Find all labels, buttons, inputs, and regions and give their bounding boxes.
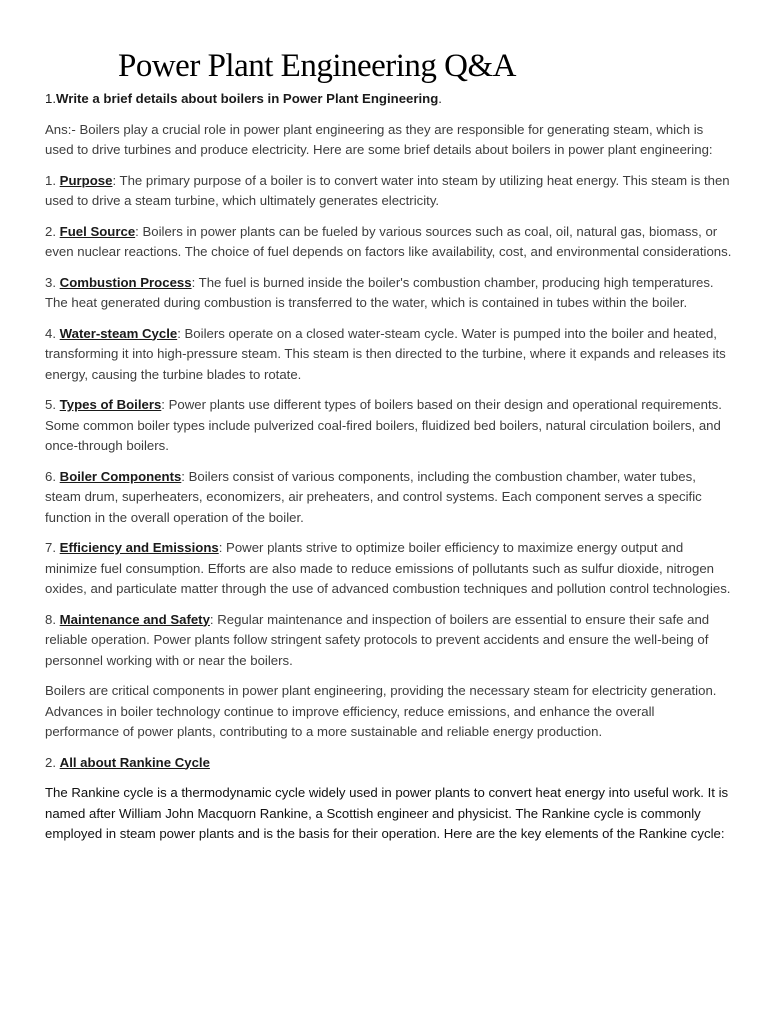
list-item-boiler-components [45, 467, 732, 529]
list-item-text: : The fuel is burned inside the boiler's combustion chamber, producing high temperatures. The heat generated during combustion is transferred to the water, which is contained in tubes within the boiler. [45, 274, 714, 310]
list-item-number: 5. [45, 397, 60, 412]
question-2-term: All about Rankine Cycle [59, 754, 210, 770]
list-item-number: 2. [45, 223, 60, 239]
list-item-fuel-source [45, 222, 732, 263]
rankine-intro: The Rankine cycle is a thermodynamic cycle widely used in power plants to convert heat energy into useful work. It is named after William John Macquorn Rankine, a Scottish engineer and physicist. The Rankine cycle is commonly employed in steam power plants and is the basis for their operation. Here are the key elements of the Rankine cycle: [45, 785, 729, 841]
question-1-number: 1. [45, 91, 56, 106]
answer-conclusion: Boilers are critical components in power plant engineering, providing the necessary steam for electricity generation. Advances in boiler technology continue to improve efficiency, reduce emissions, and enhance the overall performance of power plants, contributing to a more sustainable and reliable energy production. [45, 683, 717, 739]
question-1-end: . [438, 91, 442, 106]
list-item-text: : Boilers in power plants can be fueled by various sources such as coal, oil, natural gas, biomass, or even nuclear reactions. The choice of fuel depends on factors like availability, cost, and environmental considerations. [45, 223, 732, 259]
list-item-term: Boiler Components [59, 468, 182, 484]
list-item-number: 6. [45, 468, 60, 484]
document-body [45, 89, 732, 855]
list-item-term: Maintenance and Safety [59, 611, 210, 627]
list-item-text: : Boilers consist of various components, including the combustion chamber, water tubes, steam drum, superheaters, economizers, air preheaters, and control systems. Each component serves a specific function in the overall operation of the boiler. [45, 468, 702, 525]
list-item-number: 7. [45, 540, 60, 555]
list-item-combustion-process [45, 273, 732, 314]
question-2-number: 2. [45, 754, 60, 770]
list-item-purpose [45, 171, 732, 212]
list-item-text: : Boilers operate on a closed water-steam cycle. Water is pumped into the boiler and heated, transforming it into high-pressure steam. This steam is then directed to the turbine, where it expands and releases its energy, causing the turbine blades to rotate. [45, 325, 726, 382]
question-2 [45, 753, 732, 774]
list-item-number: 8. [45, 611, 60, 627]
page-title: Power Plant Engineering Q&A [118, 48, 517, 84]
list-item-number: 4. [45, 325, 60, 341]
answer-intro: Ans:- Boilers play a crucial role in power plant engineering as they are responsible for generating steam, which is used to drive turbines and produce electricity. Here are some brief details about boilers in power plant engineering: [45, 121, 713, 157]
question-1 [45, 89, 732, 110]
list-item-term: Types of Boilers [59, 397, 162, 412]
list-item-water-steam-cycle [45, 324, 732, 386]
list-item-efficiency-and-emissions [45, 538, 732, 600]
list-item-maintenance-and-safety [45, 610, 732, 672]
list-item-number: 1. [45, 172, 60, 188]
list-item-text: : Power plants use different types of boilers based on their design and operational requirements. Some common boiler types include pulverized coal-fired boilers, fluidized bed boilers, natural circulation boilers, and once-through boilers. [45, 397, 722, 453]
list-item-term: Combustion Process [59, 274, 192, 290]
list-item-types-of-boilers [45, 395, 732, 457]
list-item-term: Water-steam Cycle [59, 325, 178, 341]
list-item-term: Purpose [59, 172, 113, 188]
question-1-text: Write a brief details about boilers in Power Plant Engineering [56, 91, 439, 106]
list-item-text: : Power plants strive to optimize boiler efficiency to maximize energy output and minimize fuel consumption. Efforts are also made to reduce emissions of pollutants such as sulfur dioxide, nitrogen oxides, and particulate matter through the use of advanced combustion techniques and pollution control technologies. [45, 540, 731, 596]
list-item-term: Efficiency and Emissions [59, 540, 219, 555]
list-item-term: Fuel Source [59, 223, 136, 239]
list-item-text: : Regular maintenance and inspection of boilers are essential to ensure their safe and reliable operation. Power plants follow stringent safety protocols to prevent accidents and ensure the well-being of personnel working with or near the boilers. [45, 611, 710, 668]
list-item-text: : The primary purpose of a boiler is to convert water into steam by utilizing heat energy. This steam is then used to drive a steam turbine, which ultimately generates electricity. [45, 172, 730, 208]
list-item-number: 3. [45, 274, 60, 290]
